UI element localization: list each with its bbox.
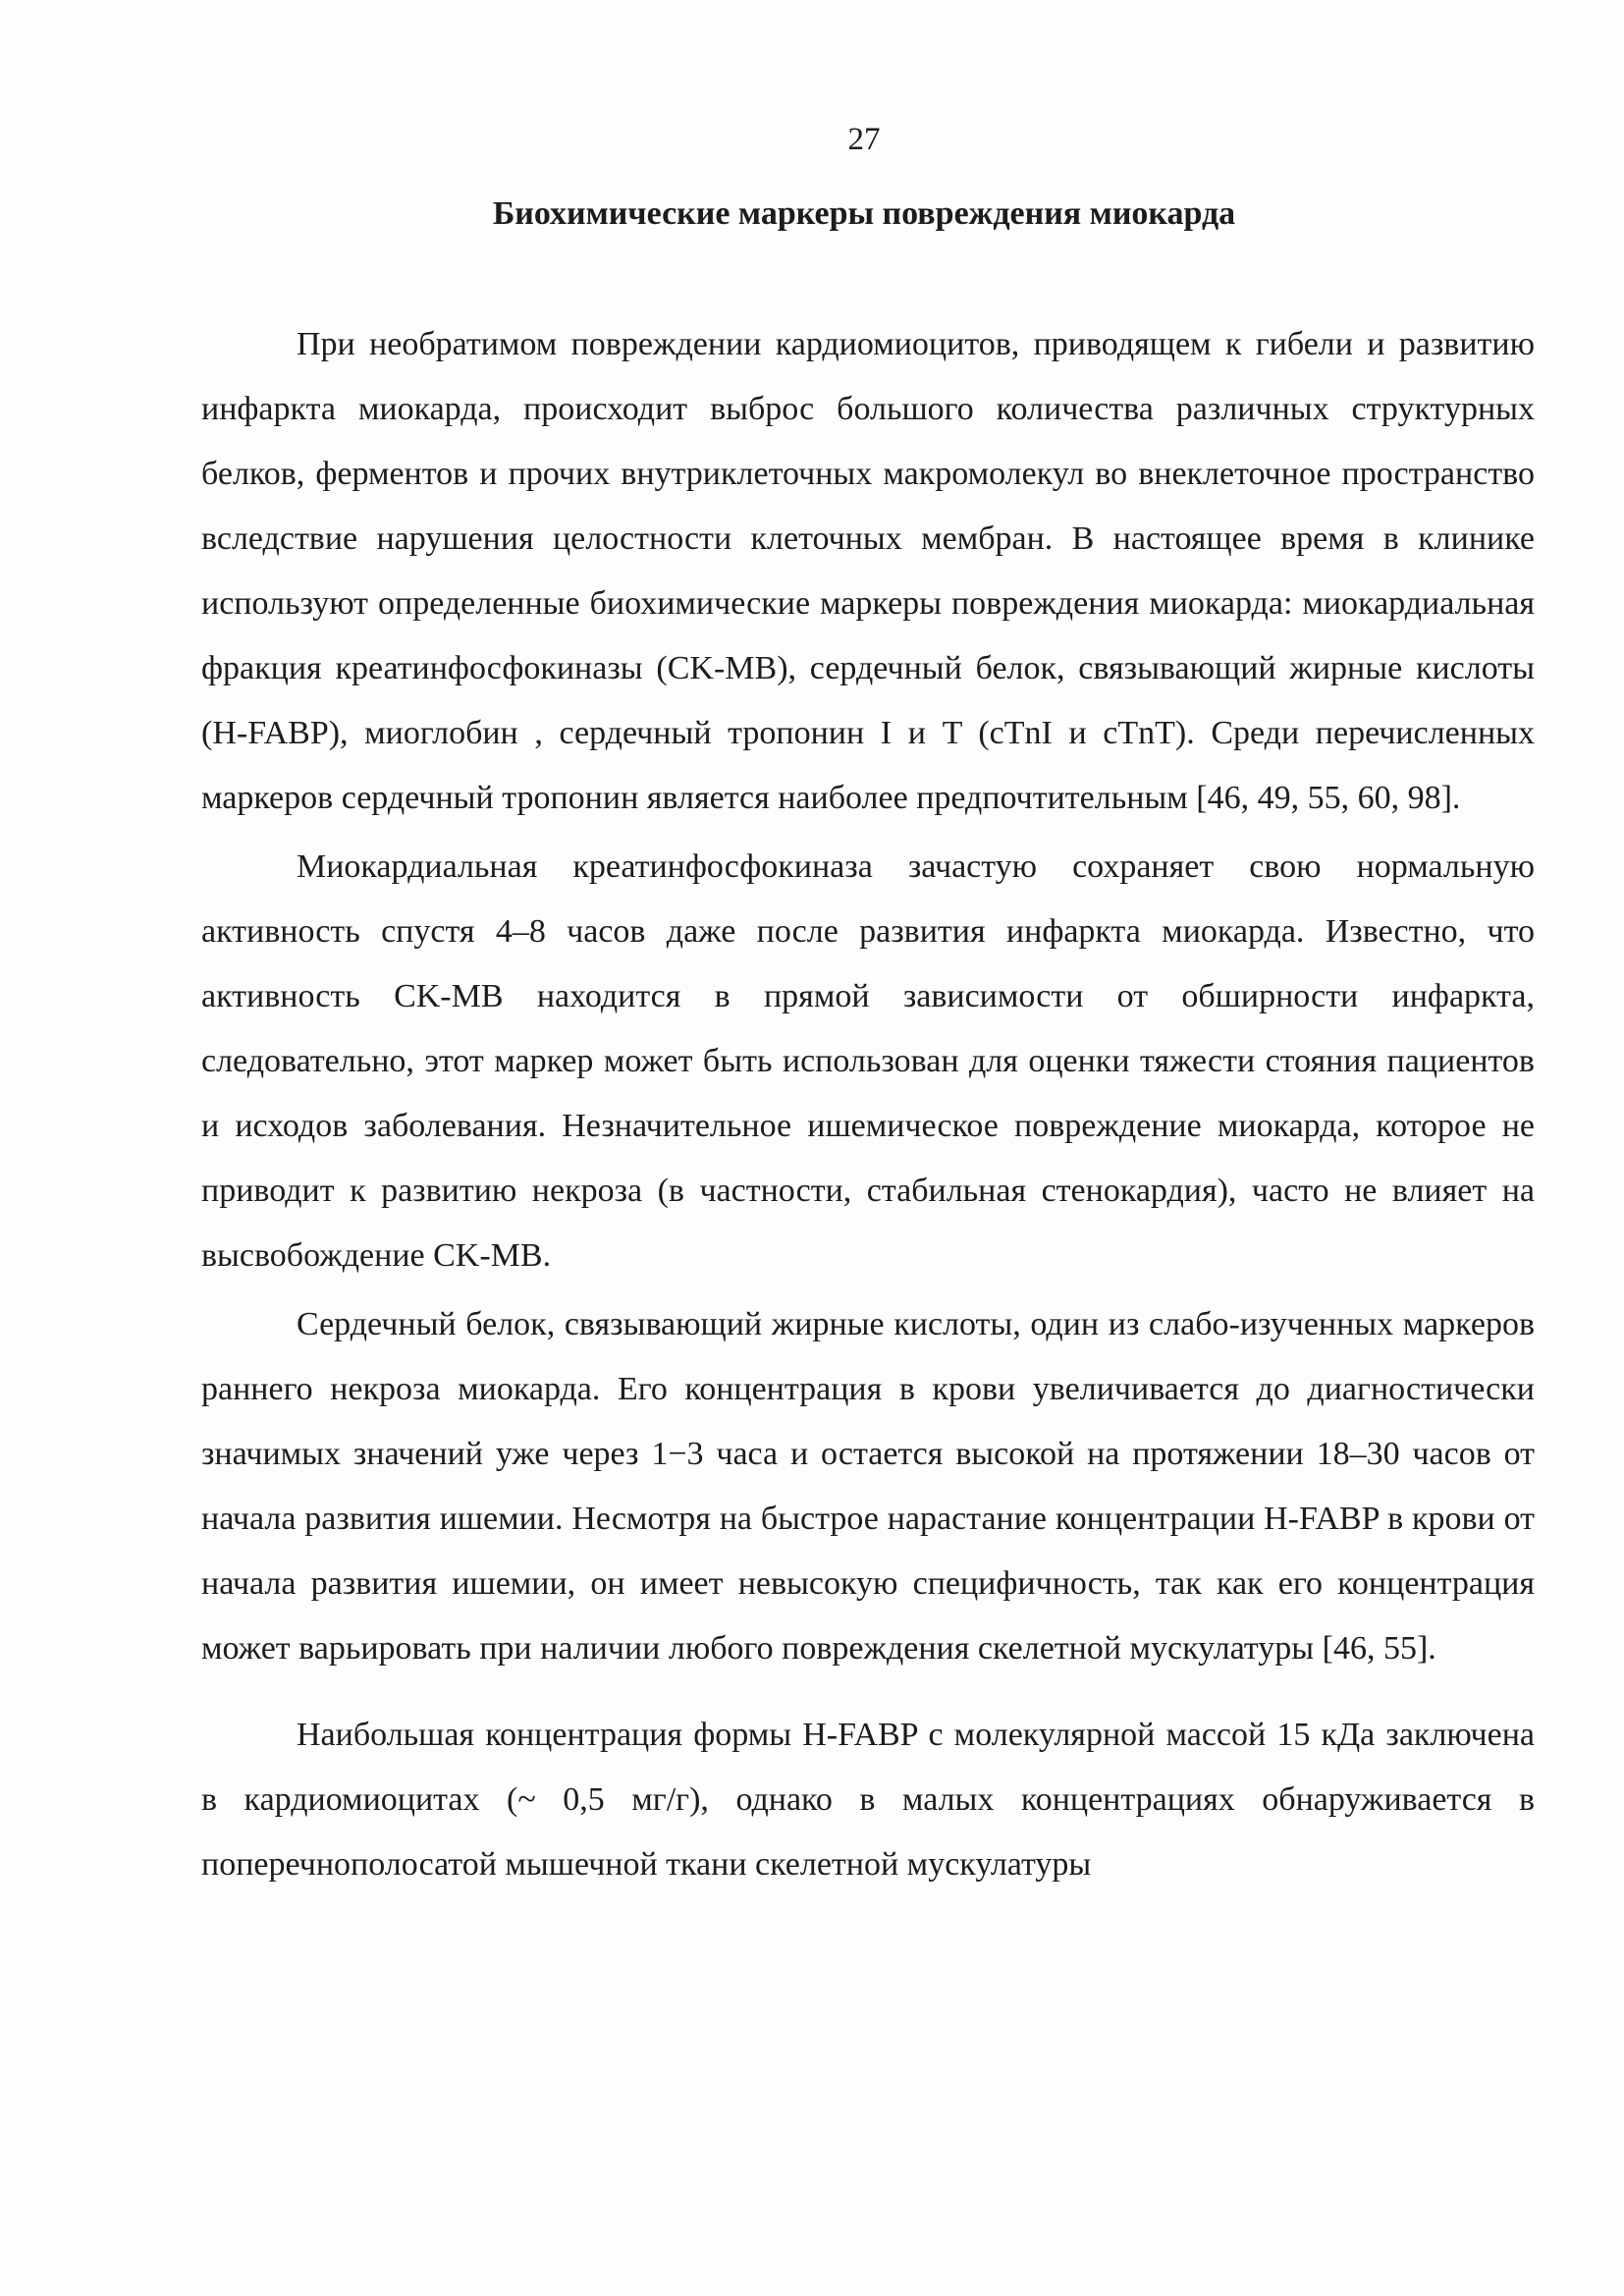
paragraph-2: Миокардиальная креатинфосфокиназа зачастую сохраняет свою нормальную активность спустя 4–8 часов даже после развития инфаркта миокарда. Известно, что активность CK-MB находится в прямой зависимости от обширности инфаркта, следовательно, этот маркер может быть использован для оценки тяжести стояния пациентов и исходов заболевания. Незначительное ишемическое повреждение миокарда, которое не приводит к развитию некроза (в частности, стабильная стенокардия), часто не влияет на высвобождение CK-MB. [201,848,1535,1274]
paragraph-3: Сердечный белок, связывающий жирные кислоты, один из слабо-изученных маркеров раннего некроза миокарда. Его концентрация в крови увеличивается до диагностически значимых значений уже через 1−3 часа и остается высокой на протяжении 18–30 часов от начала развития ишемии. Несмотря на быстрое нарастание концентрации H-FABP в крови от начала развития ишемии, он имеет невысокую специфичность, так как его концентрация может варьировать при наличии любого повреждения скелетной мускулатуры [46, 55]. [201,1306,1535,1667]
page-number: 27 [847,122,881,157]
paragraph-1: При необратимом повреждении кардиомиоцитов, приводящем к гибели и развитию инфаркта миокарда, происходит выброс большого количества различных структурных белков, ферментов и прочих внутриклеточных макромолекул во внеклеточное пространство вследствие нарушения целостности клеточных мембран. В настоящее время в клинике используют определенные биохимические маркеры повреждения миокарда: миокардиальная фракция креатинфосфокиназы (CK-MB), сердечный белок, связывающий жирные кислоты (H-FABP), миоглобин , сердечный тропонин I и T (cTnI и cTnT). Среди перечисленных маркеров сердечный тропонин является наиболее предпочтительным [46, 49, 55, 60, 98]. [201,326,1535,816]
body-text [201,312,1535,1897]
paragraph-4: Наибольшая концентрация формы H-FABP с молекулярной массой 15 кДа заключена в кардиомиоцитах (~ 0,5 мг/г), однако в малых концентрациях обнаруживается в поперечнополосатой мышечной ткани скелетной мускулатуры [201,1717,1535,1883]
section-heading: Биохимические маркеры повреждения миокарда [492,195,1236,232]
